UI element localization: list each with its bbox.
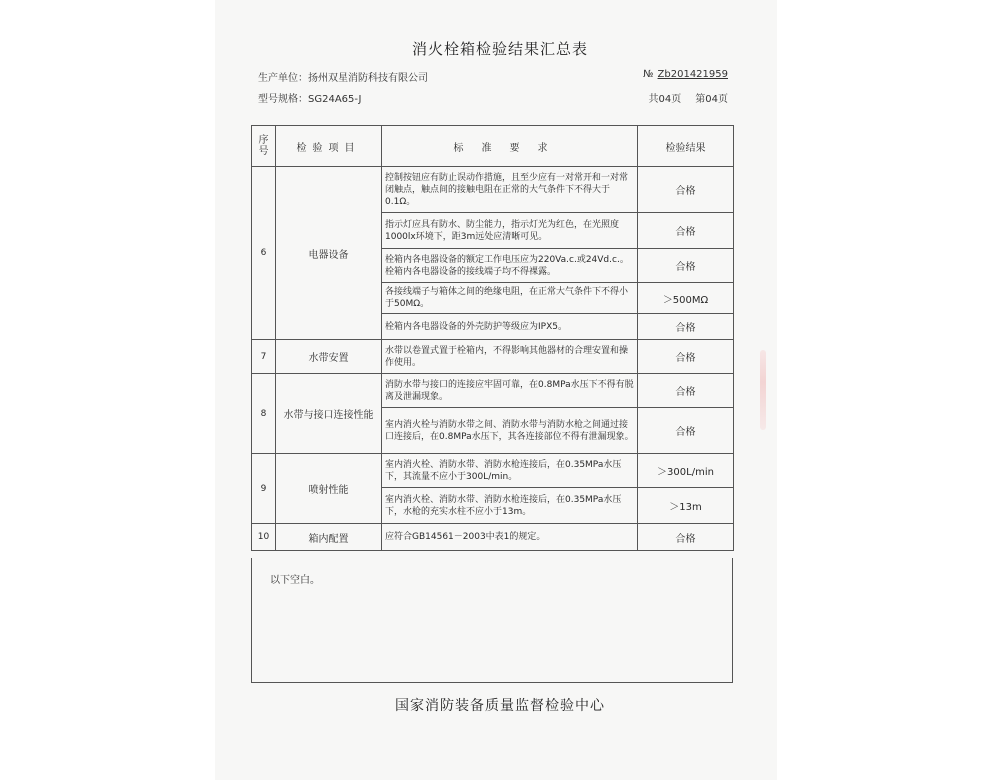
row-item: 箱内配置 xyxy=(276,524,382,551)
row-item: 水带与接口连接性能 xyxy=(276,374,382,454)
row-requirement: 各接线端子与箱体之间的绝缘电阻，在正常大气条件下不得小于50MΩ。 xyxy=(382,283,638,314)
report-number-value: Zb201421959 xyxy=(657,69,728,80)
table-row xyxy=(252,454,734,488)
blank-note: 以下空白。 xyxy=(270,575,320,586)
row-result: 合格 xyxy=(638,374,734,408)
row-requirement: 消防水带与接口的连接应牢固可靠，在0.8MPa水压下不得有脱离及泄漏现象。 xyxy=(382,374,638,408)
table-row xyxy=(252,167,734,213)
number-symbol: № xyxy=(643,69,654,80)
row-requirement: 水带以卷置式置于栓箱内，不得影响其他器材的合理安置和操作使用。 xyxy=(382,340,638,374)
row-result: 合格 xyxy=(638,213,734,249)
row-requirement: 栓箱内各电器设备的额定工作电压应为220Va.c.或24Vd.c.。栓箱内各电器设备的接线端子均不得裸露。 xyxy=(382,249,638,283)
row-result: ＞300L/min xyxy=(638,454,734,488)
table-row xyxy=(252,340,734,374)
report-number xyxy=(643,69,728,80)
row-no: 6 xyxy=(252,167,276,340)
row-result: 合格 xyxy=(638,524,734,551)
header-no: 序 号 xyxy=(252,126,276,167)
table-header-row xyxy=(252,126,734,167)
row-result: 合格 xyxy=(638,340,734,374)
row-item: 电器设备 xyxy=(276,167,382,340)
table-row xyxy=(252,524,734,551)
manufacturer-value: 扬州双星消防科技有限公司 xyxy=(308,73,428,84)
row-requirement: 室内消火栓与消防水带之间、消防水带与消防水枪之间通过接口连接后，在0.8MPa水压下，其各连接部位不得有泄漏现象。 xyxy=(382,408,638,454)
row-result: 合格 xyxy=(638,314,734,340)
row-requirement: 控制按钮应有防止误动作措施，且至少应有一对常开和一对常闭触点，触点间的接触电阻在正常的大气条件下不得大于0.1Ω。 xyxy=(382,167,638,213)
manufacturer-line xyxy=(258,69,428,84)
row-result: ＞500MΩ xyxy=(638,283,734,314)
row-requirement: 指示灯应具有防水、防尘能力，指示灯光为红色，在光照度1000lx环境下，距3m远处应清晰可见。 xyxy=(382,213,638,249)
issuer-footer: 国家消防装备质量监督检验中心 xyxy=(395,698,605,714)
row-no: 10 xyxy=(252,524,276,551)
row-result: ＞13m xyxy=(638,488,734,524)
table-row xyxy=(252,374,734,408)
header-result: 检验结果 xyxy=(638,126,734,167)
row-item: 水带安置 xyxy=(276,340,382,374)
row-result: 合格 xyxy=(638,408,734,454)
header-item: 检验项目 xyxy=(276,126,382,167)
model-value: SG24A65-J xyxy=(308,94,362,105)
page-info xyxy=(649,90,728,105)
row-result: 合格 xyxy=(638,167,734,213)
results-table xyxy=(251,125,734,551)
row-requirement: 室内消火栓、消防水带、消防水枪连接后，在0.35MPa水压下，其流量不应小于300L/min。 xyxy=(382,454,638,488)
model-line xyxy=(258,90,362,105)
current-page: 第04页 xyxy=(695,94,728,105)
row-no: 7 xyxy=(252,340,276,374)
row-requirement: 应符合GB14561－2003中表1的规定。 xyxy=(382,524,638,551)
row-no: 8 xyxy=(252,374,276,454)
row-requirement: 室内消火栓、消防水带、消防水枪连接后，在0.35MPa水压下，水枪的充实水柱不应小于13m。 xyxy=(382,488,638,524)
header-requirement: 标准要求 xyxy=(382,126,638,167)
row-requirement: 栓箱内各电器设备的外壳防护等级应为IPX5。 xyxy=(382,314,638,340)
manufacturer-label: 生产单位： xyxy=(258,73,308,84)
red-stain-mark xyxy=(760,350,766,430)
blank-area xyxy=(251,558,733,683)
row-no: 9 xyxy=(252,454,276,524)
total-pages: 共04页 xyxy=(648,94,682,105)
document-title: 消火栓箱检验结果汇总表 xyxy=(411,40,588,58)
model-label: 型号规格： xyxy=(258,94,308,105)
row-item: 喷射性能 xyxy=(276,454,382,524)
row-result: 合格 xyxy=(638,249,734,283)
